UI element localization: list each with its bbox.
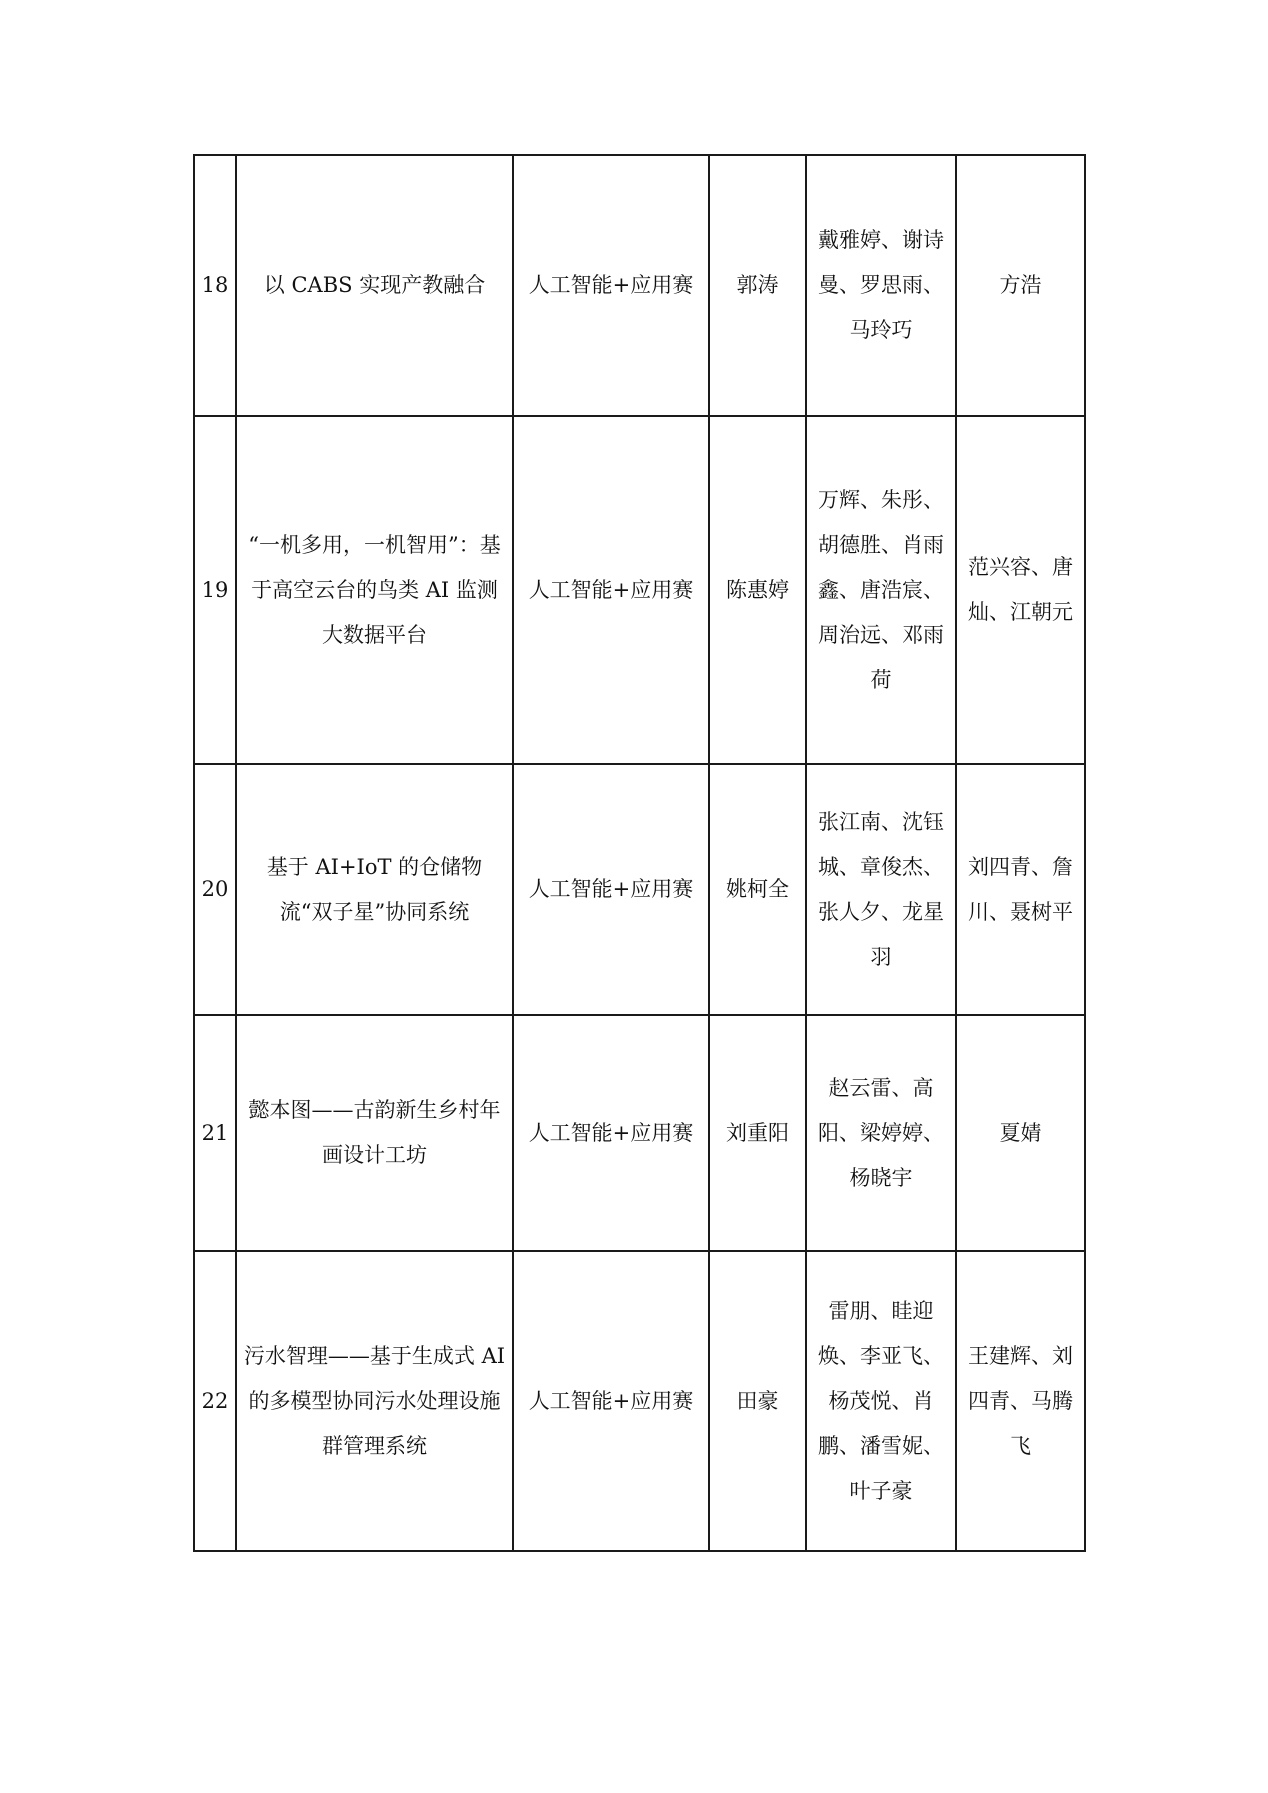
team-leader: 田豪: [709, 1251, 806, 1551]
advisors: 王建辉、刘四青、马腾飞: [956, 1251, 1085, 1551]
team-leader: 郭涛: [709, 155, 806, 416]
project-title: 污水智理——基于生成式 AI 的多模型协同污水处理设施群管理系统: [236, 1251, 513, 1551]
team-leader: 陈惠婷: [709, 416, 806, 764]
team-members: 戴雅婷、谢诗曼、罗思雨、马玲巧: [806, 155, 956, 416]
competition-track: 人工智能+应用赛: [513, 416, 709, 764]
row-number: 18: [194, 155, 236, 416]
team-leader: 姚柯全: [709, 764, 806, 1015]
competition-track: 人工智能+应用赛: [513, 155, 709, 416]
table-row: [194, 1015, 1085, 1251]
competition-track: 人工智能+应用赛: [513, 1015, 709, 1251]
team-members: 万辉、朱彤、胡德胜、肖雨鑫、唐浩宸、周治远、邓雨荷: [806, 416, 956, 764]
advisors: 方浩: [956, 155, 1085, 416]
row-number: 21: [194, 1015, 236, 1251]
table-row: [194, 1251, 1085, 1551]
project-table: [193, 154, 1086, 1552]
row-number: 19: [194, 416, 236, 764]
row-number: 22: [194, 1251, 236, 1551]
competition-track: 人工智能+应用赛: [513, 764, 709, 1015]
advisors: 范兴容、唐灿、江朝元: [956, 416, 1085, 764]
advisors: 刘四青、詹川、聂树平: [956, 764, 1085, 1015]
table-row: [194, 155, 1085, 416]
project-title: “一机多用，一机智用”：基于高空云台的鸟类 AI 监测大数据平台: [236, 416, 513, 764]
row-number: 20: [194, 764, 236, 1015]
advisors: 夏婧: [956, 1015, 1085, 1251]
project-title: 以 CABS 实现产教融合: [236, 155, 513, 416]
table-row: [194, 764, 1085, 1015]
project-title: 懿本图——古韵新生乡村年画设计工坊: [236, 1015, 513, 1251]
team-members: 张江南、沈钰城、章俊杰、张人夕、龙星羽: [806, 764, 956, 1015]
team-members: 雷朋、眭迎焕、李亚飞、杨茂悦、肖鹏、潘雪妮、叶子豪: [806, 1251, 956, 1551]
project-title: 基于 AI+IoT 的仓储物流“双子星”协同系统: [236, 764, 513, 1015]
table-row: [194, 416, 1085, 764]
team-members: 赵云雷、高阳、梁婷婷、杨晓宇: [806, 1015, 956, 1251]
competition-track: 人工智能+应用赛: [513, 1251, 709, 1551]
team-leader: 刘重阳: [709, 1015, 806, 1251]
